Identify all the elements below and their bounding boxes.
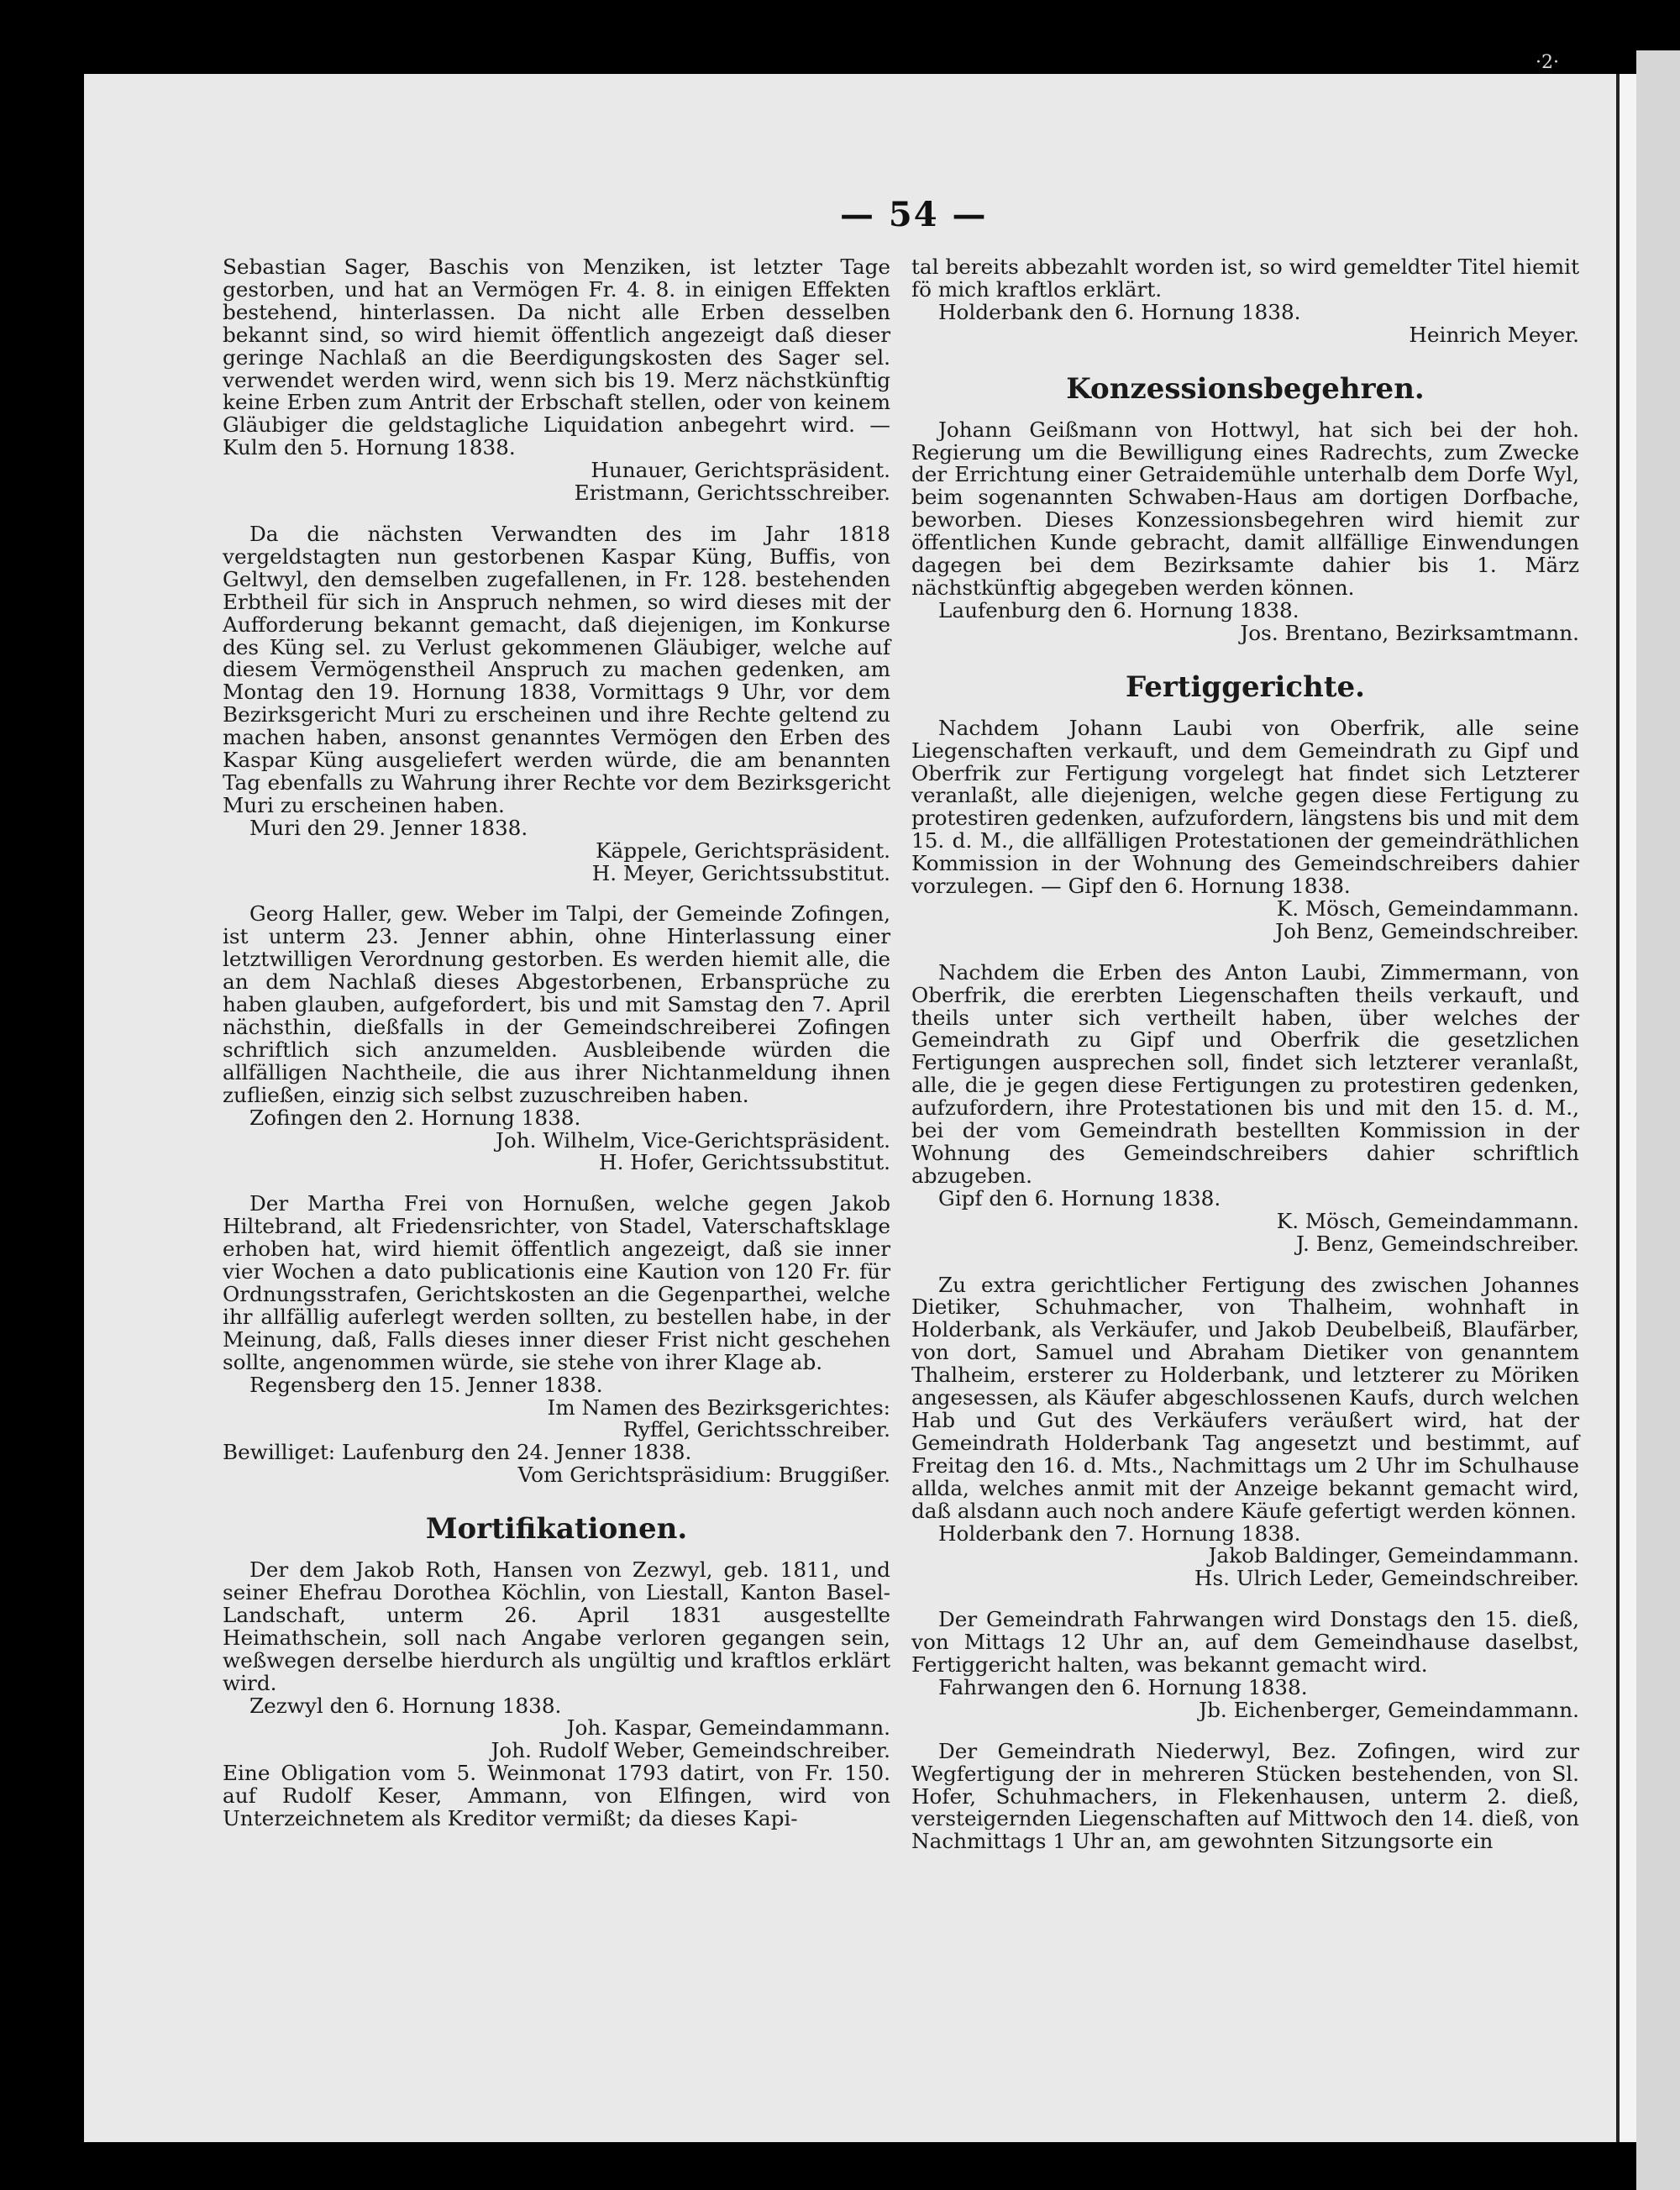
- adjacent-page-edge: [1636, 50, 1680, 2190]
- signature: Joh Benz, Gemeindschreiber.: [1275, 918, 1579, 943]
- notice-kueng: Da die nächsten Verwandten des im Jahr 1818 vergeldstagten nun gestorbenen Kaspar Küng, Buffis, von Geltwyl, den demselben zugefallenen, in Fr. 128. bestehenden Erbtheil für sich in Anspruch nehmen, so wird dieses mit der Aufforderung bekannt gemacht, daß diejenigen, im Konkurse des Küng sel. zu Verlust gekommenen Gläubiger, welche auf diesem Vermögenstheil Anspruch zu machen gedenken, am Montag den 19. Hornung 1838, Vormittags 9 Uhr, vor dem Bezirksgericht Muri zu erscheinen und ihre Rechte geltend zu machen haben, ansonst genanntes Vermögen den Erben des Kaspar Küng ausgeliefert werden würde, die am benannten Tag ebenfalls zu Wahrung ihrer Rechte vor dem Bezirksgericht Muri zu erscheinen haben.: [223, 521, 890, 817]
- page-fold-edge: [1616, 74, 1636, 2142]
- signature: Hunauer, Gerichtspräsident.: [591, 458, 890, 483]
- signature: K. Mösch, Gemeindammann.: [1276, 895, 1579, 921]
- signature: K. Mösch, Gemeindammann.: [1276, 1208, 1579, 1233]
- signature: Hs. Ulrich Leder, Gemeindschreiber.: [1194, 1566, 1579, 1591]
- notice-sager: Sebastian Sager, Baschis von Menziken, ist letzter Tage gestorben, und hat an Vermögen Fr. 4. 8. in einigen Effekten bestehend, hinterlassen. Da nicht alle Erben desselben bekannt sind, so wird hiemit öffentlich angezeigt daß dieser geringe Nachlaß an die Beerdigungskosten des Sager sel. verwendet werden wird, wenn sich bis 19. Merz nächstkünftig keine Erben zum Antrit der Erbschaft stellen, oder von keinem Gläubiger die geldstagliche Liquidation anbegehrt wird. — Kulm den 5. Hornung 1838.: [223, 255, 890, 460]
- section-heading-fertiggerichte: Fertiggerichte.: [1125, 670, 1366, 704]
- signature: H. Meyer, Gerichtssubstitut.: [591, 860, 890, 885]
- notice-haller: Georg Haller, gew. Weber im Talpi, der Gemeinde Zofingen, ist unterm 23. Jenner abhin, ohne Hinterlassung einer letztwilligen Verordnung gestorben. Es werden hiemit alle, die an dem Nachlaß dieses Abgestorbenen, Erbansprüche zu haben glauben, aufgefordert, bis und mit Samstag den 7. April nächsthin, dießfalls in der Gemeindschreiberei Zofingen schriftlich sich anzumelden. Ausbleibende würden die allfälligen Nachtheile, die aus ihrer Nichtanmeldung ihnen zufließen, einzig sich selbst zuzuschreiben haben.: [223, 901, 890, 1107]
- place-date: Gipf den 6. Hornung 1838.: [938, 1185, 1221, 1211]
- place-date: Zofingen den 2. Hornung 1838.: [249, 1105, 581, 1130]
- left-column: [223, 256, 890, 1830]
- notice-fahrwangen: Der Gemeindrath Fahrwangen wird Donstags den 15. dieß, von Mittags 12 Uhr an, auf dem Gemeindhause daselbst, Fertiggericht halten, was bekannt gemacht wird.: [911, 1607, 1579, 1678]
- signature: Im Namen des Bezirksgerichtes:: [547, 1394, 890, 1420]
- signature: Jb. Eichenberger, Gemeindammann.: [1199, 1697, 1579, 1722]
- notice-dietiker: Zu extra gerichtlicher Fertigung des zwischen Johannes Dietiker, Schuhmacher, von Thalheim, wohnhaft in Holderbank, als Verkäufer, und Jakob Deubelbeiß, Blaufärber, von dort, Samuel und Abraham Dietiker von genanntem Thalheim, ersterer zu Holderbank, und letzterer zu Möriken angesessen, als Käufer abgeschlossenen Kaufs, durch welchen Hab und Gut des Verkäufers veräußert wird, hat der Gemeindrath Holderbank Tag angesetzt und bestimmt, auf Freitag den 16. d. Mts., Nachmittags um 2 Uhr im Schulhause allda, welches anmit mit der Anzeige bekannt gemacht wird, daß alsdann auch noch andere Käufe gefertigt werden können.: [911, 1272, 1579, 1523]
- signature: Joh. Rudolf Weber, Gemeindschreiber.: [491, 1738, 890, 1763]
- notice-roth: Der dem Jakob Roth, Hansen von Zezwyl, geb. 1811, und seiner Ehefrau Dorothea Köchlin, von Liestall, Kanton Basel-Landschaft, unterm 26. April 1831 ausgestellte Heimathschein, soll nach Angabe verloren gegangen sein, weßwegen derselbe hierdurch als ungültig und kraftlos erklärt wird.: [223, 1557, 890, 1695]
- signature: Joh. Kaspar, Gemeindammann.: [566, 1715, 890, 1741]
- notice-geissmann: Johann Geißmann von Hottwyl, hat sich bei der hoh. Regierung um die Bewilligung eines Radrechts, zum Zwecke der Errichtung einer Getraidemühle unterhalb dem Dorfe Wyl, beim sogenannten Schwaben-Haus am dortigen Dorfbache, beworben. Dieses Konzessionsbegehren wird hiemit zur öffentlichen Kunde gebracht, damit allfällige Einwendungen dagegen bei dem Bezirksamte dahier bis 1. März nächstkünftig abgegeben werden können.: [911, 417, 1579, 600]
- signature: Vom Gerichtspräsidium: Bruggißer.: [517, 1463, 890, 1488]
- notice-laubi-anton: Nachdem die Erben des Anton Laubi, Zimmermann, von Oberfrik, die ererbten Liegenschaften theils verkauft, und theils unter sich vertheilt haben, über welches der Gemeindrath zu Gipf und Oberfrik die gesetzlichen Fertigungen ausprechen soll, findet sich letzterer veranlaßt, alle, die je gegen diese Fertigungen zu protestiren gedenken, aufzufordern, ihre Protestationen bis und mit den 15. d. M., bei der vom Gemeindrath bestellten Kommission in der Wohnung des Gemeindschreibers dahier schriftlich abzugeben.: [911, 959, 1579, 1188]
- signature: J. Benz, Gemeindschreiber.: [1295, 1231, 1579, 1256]
- place-date: Zezwyl den 6. Hornung 1838.: [249, 1693, 562, 1718]
- corner-mark: ·2·: [1536, 52, 1559, 73]
- approval-line: Bewilliget: Laufenburg den 24. Jenner 1838.: [223, 1440, 692, 1465]
- place-date: Holderbank den 7. Hornung 1838.: [938, 1520, 1301, 1546]
- signature: Jos. Brentano, Bezirksamtmann.: [1240, 620, 1579, 645]
- notice-niederwyl: Der Gemeindrath Niederwyl, Bez. Zofingen, wird zur Wegfertigung der in mehreren Stücken bestehenden, von Sl. Hofer, Schuhmachers, in Flekenhausen, unterm 2. dieß, versteigernden Liegenschaften auf Mittwoch den 14. dieß, von Nachmittags 1 Uhr an, am gewohnten Sitzungsorte ein: [911, 1738, 1579, 1854]
- signature: Jakob Baldinger, Gemeindammann.: [1208, 1543, 1579, 1568]
- signature: Joh. Wilhelm, Vice-Gerichtspräsident.: [496, 1127, 890, 1153]
- place-date: Holderbank den 6. Hornung 1838.: [938, 299, 1301, 324]
- place-date: Regensberg den 15. Jenner 1838.: [249, 1372, 603, 1397]
- page-number: — 54 —: [840, 195, 988, 234]
- signature: H. Hofer, Gerichtssubstitut.: [599, 1150, 890, 1175]
- section-heading-mortifikationen: Mortifikationen.: [425, 1512, 688, 1547]
- notice-laubi-johann: Nachdem Johann Laubi von Oberfrik, alle seine Liegenschaften verkauft, und dem Gemeindrath zu Gipf und Oberfrik zur Fertigung vorgelegt hat findet sich Letzterer veranlaßt, alle diejenigen, welche gegen diese Fertigung zu protestiren gedenken, aufzufordern, längstens bis und mit dem 15. d. M., die allfälligen Protestationen der gemeindräthlichen Kommission in der Wohnung des Gemeindschreibers dahier vorzulegen. — Gipf den 6. Hornung 1838.: [911, 715, 1579, 899]
- section-heading-konzessionsbegehren: Konzessionsbegehren.: [1066, 371, 1425, 406]
- signature: Käppele, Gerichtspräsident.: [596, 838, 890, 863]
- notice-obligation: Eine Obligation vom 5. Weinmonat 1793 datirt, von Fr. 150. auf Rudolf Keser, Ammann, von Elfingen, wird von Unterzeichnetem als Kreditor vermißt; da dieses Kapi-: [223, 1761, 890, 1831]
- right-column: [911, 256, 1579, 1853]
- place-date: Muri den 29. Jenner 1838.: [249, 815, 528, 840]
- signature: Eristmann, Gerichtsschreiber.: [574, 481, 890, 506]
- place-date: Laufenburg den 6. Hornung 1838.: [938, 597, 1299, 622]
- signature: Ryffel, Gerichtsschreiber.: [622, 1417, 890, 1442]
- signature: Heinrich Meyer.: [1409, 322, 1579, 347]
- place-date: Fahrwangen den 6. Hornung 1838.: [938, 1674, 1308, 1699]
- notice-obligation-continued: tal bereits abbezahlt worden ist, so wird gemeldter Titel hiemit fö mich kraftlos erklärt.: [911, 255, 1579, 302]
- notice-frei: Der Martha Frei von Hornußen, welche gegen Jakob Hiltebrand, alt Friedensrichter, von Stadel, Vaterschaftsklage erhoben hat, wird hiemit öffentlich angezeigt, daß sie inner vier Wochen a dato publicationis eine Kaution von 120 Fr. für Ordnungsstrafen, Gerichtskosten an die Gegenparthei, welche ihr allfällig auferlegt werden sollten, zu bestellen habe, in der Meinung, daß, Falls dieses inner dieser Frist nicht geschehen sollte, angenommen würde, sie stehe von ihrer Klage ab.: [223, 1191, 890, 1374]
